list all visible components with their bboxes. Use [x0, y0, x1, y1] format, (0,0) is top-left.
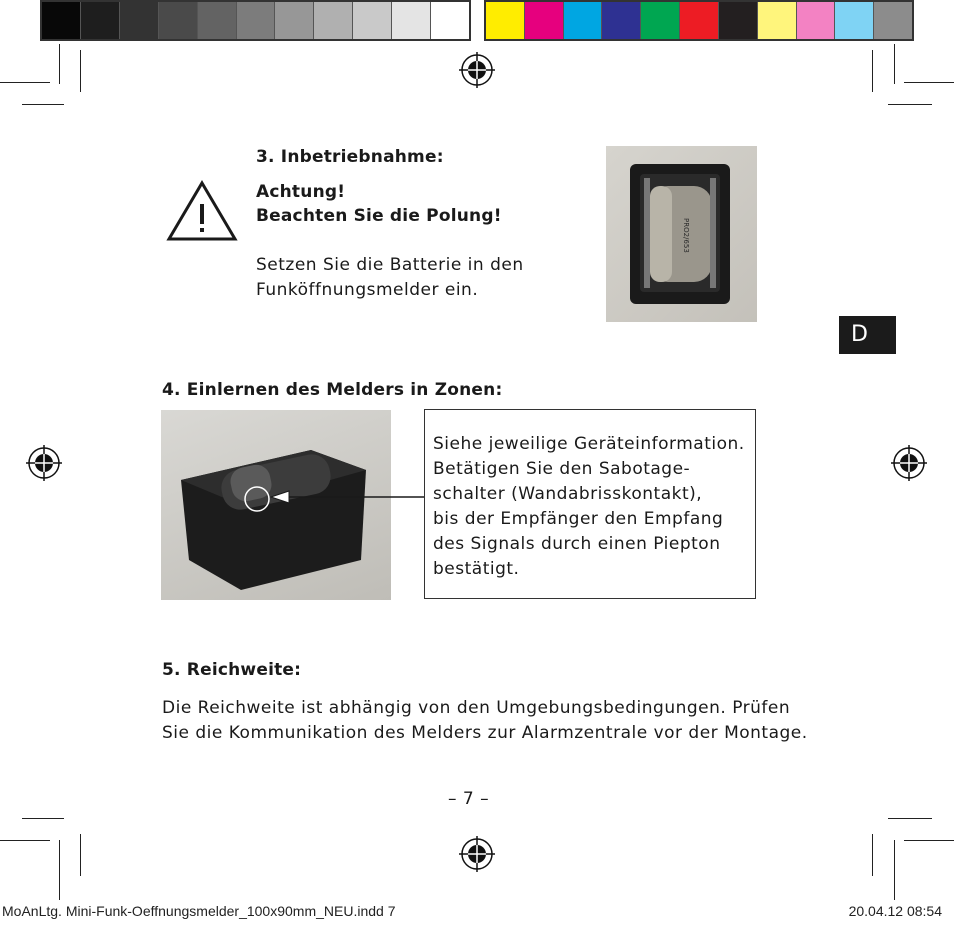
color-swatch: [758, 2, 797, 39]
color-swatch: [486, 2, 525, 39]
registration-mark-icon: [459, 52, 495, 88]
gray-swatch: [275, 2, 314, 39]
gray-swatch: [198, 2, 237, 39]
gray-swatch: [120, 2, 159, 39]
gray-swatch: [431, 2, 469, 39]
registration-mark-icon: [891, 445, 927, 481]
arrow-left-icon: [255, 485, 427, 509]
footer-timestamp: 20.04.12 08:54: [848, 903, 942, 919]
callout-box: [424, 409, 756, 599]
gray-swatch: [392, 2, 431, 39]
callout-line: schalter (Wandabrisskontakt),: [433, 484, 703, 504]
gray-swatch: [353, 2, 392, 39]
gray-swatch: [237, 2, 276, 39]
text-line: Setzen Sie die Batterie in den: [256, 255, 524, 275]
text-line: Funköffnungsmelder ein.: [256, 280, 479, 300]
color-swatch: [797, 2, 836, 39]
gray-swatch: [42, 2, 81, 39]
gray-swatch: [81, 2, 120, 39]
language-tab: D: [839, 316, 896, 354]
footer-filename: MoAnLtg. Mini-Funk-Oeffnungsmelder_100x90mm_NEU.indd 7: [2, 903, 396, 919]
section-5-heading: 5. Reichweite:: [162, 660, 302, 680]
warning-triangle-icon: [166, 180, 238, 242]
color-swatch: [641, 2, 680, 39]
registration-mark-icon: [26, 445, 62, 481]
battery-marking: PRO2/653: [682, 218, 690, 253]
warning-line: Achtung!: [256, 182, 346, 202]
color-swatch: [602, 2, 641, 39]
warning-line: Beachten Sie die Polung!: [256, 206, 502, 226]
callout-line: Betätigen Sie den Sabotage-: [433, 459, 691, 479]
callout-line: des Signals durch einen Piepton: [433, 534, 721, 554]
registration-mark-icon: [459, 836, 495, 872]
color-swatch: [680, 2, 719, 39]
section-5-text: [162, 696, 808, 746]
color-swatch: [719, 2, 758, 39]
color-swatch: [835, 2, 874, 39]
section-4-heading: 4. Einlernen des Melders in Zonen:: [162, 380, 503, 400]
grayscale-calibration-bar: [40, 0, 471, 41]
color-swatch: [874, 2, 912, 39]
section-3-heading: 3. Inbetriebnahme:: [256, 147, 444, 167]
text-line: Die Reichweite ist abhängig von den Umgebungsbedingungen. Prüfen: [162, 698, 791, 718]
color-calibration-bar: [484, 0, 914, 41]
warning-text: [256, 180, 502, 228]
section-3-text: [256, 253, 524, 303]
color-swatch: [564, 2, 603, 39]
gray-swatch: [314, 2, 353, 39]
page-number: – 7 –: [448, 789, 490, 809]
callout-line: bestätigt.: [433, 559, 520, 579]
gray-swatch: [159, 2, 198, 39]
text-line: Sie die Kommunikation des Melders zur Alarmzentrale vor der Montage.: [162, 723, 808, 743]
battery-photo: [606, 146, 757, 322]
callout-line: Siehe jeweilige Geräteinformation.: [433, 434, 745, 454]
color-swatch: [525, 2, 564, 39]
callout-line: bis der Empfänger den Empfang: [433, 509, 724, 529]
